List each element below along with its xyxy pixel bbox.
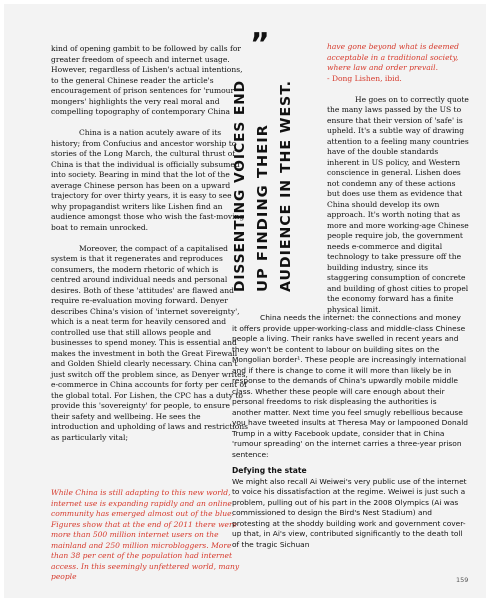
- left-paragraph-3: Moreover, the compact of a capitalised system is that it regenerates and reproduces consumers, the modern rhetoric of which is centred around individual needs and personal desires. Both of these 'attitudes' are flawed and require re-evaluation moving forward. Denyer describes China's vision of 'internet sovereignty', which is a neat term for heavily censored and controlled use that still allows people and businesses to spend money. This is essential and makes the investment in both the Great Firewall and Golden Shield clearly necessary. China can't just switch off the problem since, as Denyer writes, e-commerce in China accounts for forty per cent of the global total. For Lishen, the CPC has a duty to provide this 'sovereignty' for people, to ensure their safety and wellbeing. He sees the introduction and upholding of laws and restrictions as particularly vital;: [51, 243, 248, 442]
- wide-paragraph-1: China needs the internet: the connections and money it offers provide upper-working-class and middle-class Chinese people a living. Their ranks have swelled in recent years and they won't be content to labour on building sites on the Mongolian border¹. These people are increasingly international and if there is change to come it will more than likely be in response to the demands of China's upwardly mobile middle class. Whether these people will care enough about their personal freedoms to risk displeasing the authorities is another matter. Next time you feel smugly rebellious because you have tweeted insults at Theresa May or lampooned Donald Trump in a witty Facebook update, consider that in China 'rumour spreading' on the internet carries a three-year prison sentence:: [232, 313, 469, 459]
- quote-attribution: - Dong Lishen, ibid.: [327, 73, 402, 83]
- right-paragraph: He goes on to correctly quote the many laws passed by the US to ensure that their version of 'safe' is upheld. It's a subtle way of drawing attention to a feeling many countries have of the double standards inherent in US policy, and Western conscience in general. Lishen does not condemn any of these actions but does use them as evidence that China should develop its own approach. It's worth noting that as more and more working-age Chinese people require job, the government needs e-commerce and digital technology to take pressure off the building industry, since its staggering consumption of concrete and building of ghost cities to propel the economy forward has a finite physical limit.: [327, 94, 469, 314]
- pull-quote-line-1: DISSENTING VOICES END: [233, 88, 248, 292]
- section-subhead: Defying the state: [232, 466, 307, 475]
- red-quote-left: While China is still adapting to this new world, internet use is expanding rapidly and an online community has emerged almost out of the blue. Figures show that at the end of 2011 there were more than 500 million internet users on the mainland and 250 million microbloggers. More than 38 per cent of the population had internet access. In this seemingly unfettered world, many people: [51, 488, 240, 581]
- left-paragraph-2: China is a nation acutely aware of its history; from Confucius and ancestor worship to stories of the Long March, the cultural thrust of China is that the individual is officially subsumed into society. Bearing in mind that the lot of the average Chinese person has been on a upward trajectory for over thirty years, it is easy to see why propagandist writers like Lishen find an audience amongst those who wish the fast-moving boat to remain unrocked.: [51, 128, 245, 232]
- left-column: [51, 44, 248, 443]
- right-column: [327, 42, 469, 315]
- magazine-page: [4, 4, 486, 598]
- pull-quote-line-3: AUDIENCE IN THE WEST.: [279, 94, 294, 292]
- pull-quote-line-2: UP FINDING THEIR: [256, 141, 271, 292]
- wide-column: [232, 313, 468, 550]
- wide-paragraph-2: We might also recall Ai Weiwei's very public use of the internet to voice his dissatisfaction at the regime. Weiwei is just such a problem, pulling out of his part in the 2008 Olympics (Ai was commissioned to design the Bird's Nest Stadium) and protesting at the shoddy building work and government cover-up that, in Ai's view, contributed significantly to the death toll of the tragic Sichuan: [232, 476, 467, 549]
- quote-mark-icon: ”: [250, 27, 270, 62]
- red-quote-right: have gone beyond what is deemed acceptable in a traditional society, where law and order prevail.: [327, 42, 459, 72]
- left-paragraph-1: kind of opening gambit to be followed by calls for greater freedom of speech and internet usage. However, regardless of Lishen's actual intentions, to the general Chinese reader the article's encouragement of prison sentences for 'rumour-mongers' highlights the very real moral and compelling topography of contemporary China: [51, 44, 243, 116]
- page-number: 159: [456, 576, 469, 584]
- pull-quote: [231, 76, 303, 296]
